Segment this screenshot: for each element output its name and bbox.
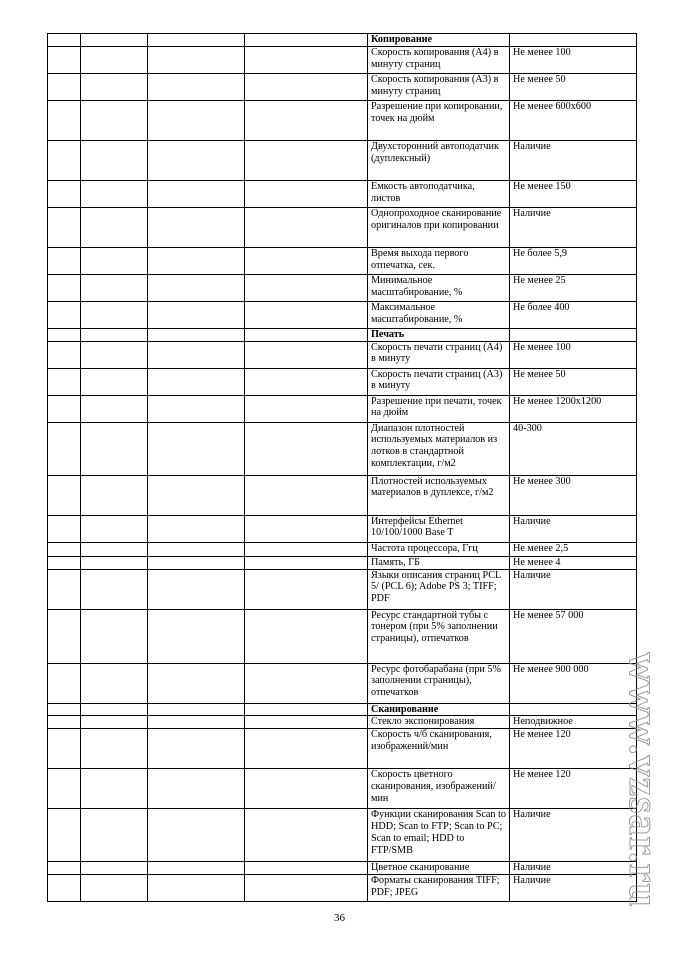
value-cell: Не более 400 [510, 301, 637, 328]
empty-cell [48, 368, 81, 395]
empty-cell [48, 301, 81, 328]
empty-cell [81, 341, 148, 368]
table-row [48, 180, 637, 207]
empty-cell [81, 716, 148, 729]
table-row [48, 875, 637, 902]
empty-cell [81, 862, 148, 875]
table-row [48, 247, 637, 274]
parameter-cell: Функции сканирования Scan to HDD; Scan to FTP; Scan to PC; Scan to email; HDD to FTP/SMB [368, 809, 510, 862]
empty-cell [245, 180, 368, 207]
empty-cell [48, 475, 81, 515]
table-row [48, 140, 637, 180]
empty-cell [81, 422, 148, 475]
spec-table-body [48, 34, 637, 902]
parameter-cell: Разрешение при копировании, точек на дюйм [368, 100, 510, 140]
empty-cell [81, 328, 148, 341]
empty-cell [148, 716, 245, 729]
table-row [48, 862, 637, 875]
empty-cell [48, 395, 81, 422]
empty-cell [81, 100, 148, 140]
value-cell: 40-300 [510, 422, 637, 475]
empty-cell [148, 247, 245, 274]
empty-cell [148, 140, 245, 180]
table-row [48, 809, 637, 862]
table-row [48, 422, 637, 475]
empty-cell [148, 34, 245, 47]
empty-cell [148, 274, 245, 301]
empty-cell [245, 769, 368, 809]
value-cell: Наличие [510, 207, 637, 247]
empty-cell [48, 34, 81, 47]
empty-cell [48, 73, 81, 100]
page-number: 36 [334, 912, 345, 924]
empty-cell [81, 73, 148, 100]
empty-cell [245, 809, 368, 862]
parameter-cell: Двухсторонний автоподатчик (дуплексный) [368, 140, 510, 180]
empty-cell [148, 475, 245, 515]
value-cell: Наличие [510, 809, 637, 862]
table-row [48, 46, 637, 73]
empty-cell [245, 368, 368, 395]
parameter-cell: Скорость ч/б сканирования, изображений/мин [368, 729, 510, 769]
value-cell: Не менее 120 [510, 769, 637, 809]
empty-cell [148, 769, 245, 809]
empty-cell [81, 515, 148, 542]
empty-cell [81, 301, 148, 328]
empty-cell [48, 609, 81, 663]
value-cell: Не менее 300 [510, 475, 637, 515]
table-row [48, 716, 637, 729]
empty-cell [81, 475, 148, 515]
empty-cell [81, 395, 148, 422]
table-row [48, 73, 637, 100]
empty-cell [48, 247, 81, 274]
watermark-text: www.vzsar.ru [620, 652, 666, 908]
empty-cell [48, 515, 81, 542]
empty-cell [81, 46, 148, 73]
empty-cell [148, 395, 245, 422]
value-cell: Не менее 1200х1200 [510, 395, 637, 422]
table-row [48, 542, 637, 556]
parameter-cell: Частота процессора, Ггц [368, 542, 510, 556]
empty-cell [48, 140, 81, 180]
empty-cell [81, 34, 148, 47]
table-row [48, 274, 637, 301]
value-cell: Неподвижное [510, 716, 637, 729]
parameter-cell: Языки описания страниц PCL 5/ (PCL 6); Adobe PS 3; TIFF; PDF [368, 569, 510, 609]
empty-cell [148, 875, 245, 902]
empty-cell [245, 542, 368, 556]
empty-cell [81, 542, 148, 556]
empty-cell [48, 716, 81, 729]
table-row [48, 663, 637, 703]
empty-cell [48, 703, 81, 716]
section-header-row [48, 703, 637, 716]
empty-cell [245, 475, 368, 515]
empty-cell [48, 274, 81, 301]
empty-cell [245, 341, 368, 368]
empty-cell [148, 100, 245, 140]
empty-cell [245, 207, 368, 247]
value-cell: Наличие [510, 515, 637, 542]
empty-cell [148, 515, 245, 542]
parameter-cell: Максимальное масштабирование, % [368, 301, 510, 328]
empty-cell [245, 663, 368, 703]
empty-cell [81, 703, 148, 716]
empty-cell [48, 663, 81, 703]
table-row [48, 100, 637, 140]
value-cell: Не менее 150 [510, 180, 637, 207]
empty-cell [81, 809, 148, 862]
value-cell: Не менее 50 [510, 73, 637, 100]
empty-cell [48, 207, 81, 247]
table-row [48, 515, 637, 542]
value-cell: Не менее 57 000 [510, 609, 637, 663]
empty-cell [48, 809, 81, 862]
value-cell: Не менее 900 000 [510, 663, 637, 703]
empty-cell [48, 569, 81, 609]
empty-cell [81, 180, 148, 207]
empty-cell [48, 769, 81, 809]
empty-cell [245, 609, 368, 663]
empty-cell [81, 729, 148, 769]
empty-cell [48, 180, 81, 207]
empty-cell [48, 46, 81, 73]
value-cell: Не менее 2,5 [510, 542, 637, 556]
empty-cell [48, 341, 81, 368]
empty-cell [245, 247, 368, 274]
empty-cell [245, 328, 368, 341]
value-cell: Не более 5,9 [510, 247, 637, 274]
empty-cell [148, 556, 245, 569]
empty-cell [245, 73, 368, 100]
parameter-cell: Скорость копирования (А3) в минуту страниц [368, 73, 510, 100]
parameter-cell: Память, ГБ [368, 556, 510, 569]
empty-cell [81, 663, 148, 703]
empty-cell [81, 207, 148, 247]
value-cell: Не менее 100 [510, 46, 637, 73]
parameter-cell: Однопроходное сканирование оригиналов при копировании [368, 207, 510, 247]
parameter-cell: Скорость копирования (А4) в минуту страниц [368, 46, 510, 73]
parameter-cell: Минимальное масштабирование, % [368, 274, 510, 301]
section-header-row [48, 328, 637, 341]
empty-cell [245, 862, 368, 875]
empty-cell [48, 729, 81, 769]
value-cell: Наличие [510, 875, 637, 902]
empty-cell [245, 100, 368, 140]
table-row [48, 207, 637, 247]
empty-cell [81, 274, 148, 301]
empty-cell [81, 875, 148, 902]
value-cell [510, 328, 637, 341]
empty-cell [81, 140, 148, 180]
empty-cell [148, 663, 245, 703]
table-row [48, 475, 637, 515]
parameter-cell: Плотностей используемых материалов в дуплексе, г/м2 [368, 475, 510, 515]
empty-cell [148, 46, 245, 73]
value-cell: Не менее 100 [510, 341, 637, 368]
empty-cell [245, 515, 368, 542]
empty-cell [81, 609, 148, 663]
parameter-cell: Скорость цветного сканирования, изображений/мин [368, 769, 510, 809]
parameter-cell: Диапазон плотностей используемых материалов из лотков в стандартной комплектации, г/м2 [368, 422, 510, 475]
empty-cell [148, 703, 245, 716]
spec-table [47, 33, 637, 902]
value-cell: Наличие [510, 862, 637, 875]
empty-cell [148, 569, 245, 609]
empty-cell [245, 875, 368, 902]
watermark [613, 610, 673, 950]
section-title: Печать [368, 328, 510, 341]
empty-cell [245, 556, 368, 569]
empty-cell [81, 569, 148, 609]
empty-cell [81, 368, 148, 395]
value-cell [510, 34, 637, 47]
table-row [48, 556, 637, 569]
section-title: Копирование [368, 34, 510, 47]
empty-cell [148, 328, 245, 341]
parameter-cell: Время выхода первого отпечатка, сек. [368, 247, 510, 274]
value-cell: Не менее 4 [510, 556, 637, 569]
table-row [48, 368, 637, 395]
parameter-cell: Ресурс стандартной тубы с тонером (при 5% заполнении страницы), отпечатков [368, 609, 510, 663]
empty-cell [48, 556, 81, 569]
empty-cell [148, 862, 245, 875]
empty-cell [148, 301, 245, 328]
value-cell: Не менее 25 [510, 274, 637, 301]
empty-cell [148, 609, 245, 663]
empty-cell [48, 542, 81, 556]
empty-cell [48, 862, 81, 875]
empty-cell [245, 422, 368, 475]
empty-cell [148, 422, 245, 475]
empty-cell [245, 703, 368, 716]
table-row [48, 301, 637, 328]
empty-cell [148, 809, 245, 862]
parameter-cell: Разрешение при печати, точек на дюйм [368, 395, 510, 422]
value-cell: Наличие [510, 569, 637, 609]
empty-cell [148, 368, 245, 395]
parameter-cell: Цветное сканирование [368, 862, 510, 875]
empty-cell [245, 140, 368, 180]
table-row [48, 729, 637, 769]
value-cell: Не менее 50 [510, 368, 637, 395]
table-row [48, 395, 637, 422]
empty-cell [81, 769, 148, 809]
empty-cell [245, 395, 368, 422]
section-title: Сканирование [368, 703, 510, 716]
empty-cell [48, 328, 81, 341]
value-cell: Наличие [510, 140, 637, 180]
empty-cell [48, 875, 81, 902]
empty-cell [148, 542, 245, 556]
empty-cell [148, 180, 245, 207]
parameter-cell: Емкость автоподатчика, листов [368, 180, 510, 207]
empty-cell [81, 556, 148, 569]
table-row [48, 769, 637, 809]
empty-cell [245, 569, 368, 609]
empty-cell [81, 247, 148, 274]
empty-cell [148, 207, 245, 247]
empty-cell [148, 729, 245, 769]
empty-cell [48, 100, 81, 140]
empty-cell [148, 73, 245, 100]
empty-cell [245, 46, 368, 73]
table-row [48, 569, 637, 609]
value-cell: Не менее 120 [510, 729, 637, 769]
empty-cell [245, 301, 368, 328]
empty-cell [245, 274, 368, 301]
parameter-cell: Скорость печати страниц (А3) в минуту [368, 368, 510, 395]
section-header-row [48, 34, 637, 47]
parameter-cell: Форматы сканирования TIFF; PDF; JPEG [368, 875, 510, 902]
parameter-cell: Ресурс фотобарабана (при 5% заполнении страницы), отпечатков [368, 663, 510, 703]
empty-cell [148, 341, 245, 368]
parameter-cell: Скорость печати страниц (А4) в минуту [368, 341, 510, 368]
table-row [48, 341, 637, 368]
empty-cell [245, 729, 368, 769]
empty-cell [48, 422, 81, 475]
table-row [48, 609, 637, 663]
parameter-cell: Стекло экспонирования [368, 716, 510, 729]
empty-cell [245, 34, 368, 47]
parameter-cell: Интерфейсы Ethernet 10/100/1000 Base T [368, 515, 510, 542]
value-cell: Не менее 600х600 [510, 100, 637, 140]
empty-cell [245, 716, 368, 729]
